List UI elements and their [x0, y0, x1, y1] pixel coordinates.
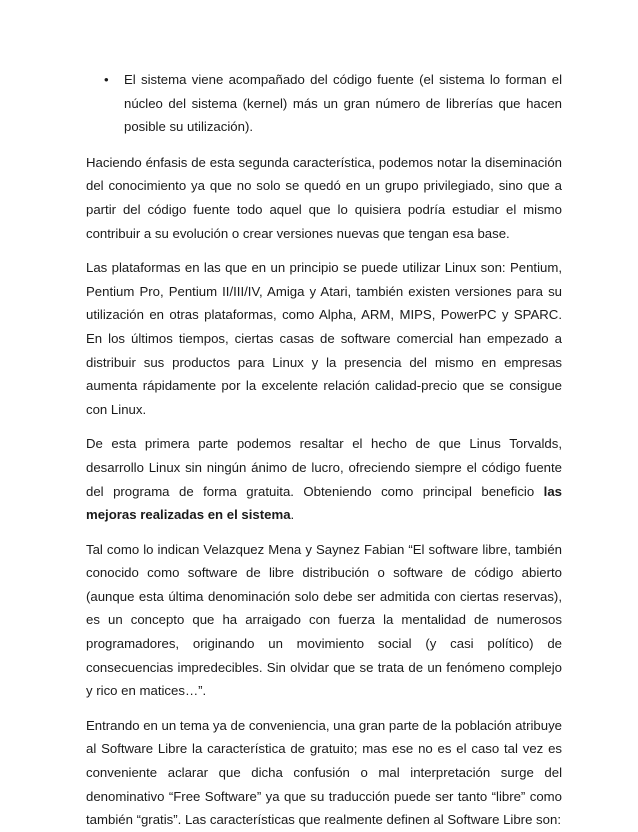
paragraph-4: Tal como lo indican Velazquez Mena y Saynez Fabian “El software libre, también conocido como software de libre distribución o software de código abierto (aunque esta última denominación solo debe ser admitida con ciertas reservas), es un concepto que ha arraigado con fuerza la mentalidad de numerosos programadores, originando un movimiento social (y casi político) de consecuencias impredecibles. Sin olvidar que se trata de un fenómeno complejo y rico en matices…”. [86, 541, 562, 699]
paragraph-3 [86, 432, 562, 526]
bullet-text: El sistema viene acompañado del código fuente (el sistema lo forman el núcleo del sistema (kernel) más un gran número de librerías que hacen posible su utilización). [124, 72, 562, 135]
bullet-icon: • [104, 72, 109, 87]
paragraph-3-lead: De esta primera parte podemos resaltar el hecho de que Linus Torvalds, desarrollo Linux sin ningún ánimo de lucro, ofreciendo siempre el código fuente del programa de forma gratuita. Obteniendo como principal beneficio [86, 436, 562, 499]
paragraph-1: Haciendo énfasis de esta segunda característica, podemos notar la diseminación del conocimiento ya que no solo se quedó en un grupo privilegiado, sino que a partir del código fuente todo aquel que lo quisiera podría estudiar el mismo contribuir a su evolución o crear versiones nuevas que tengan esa base. [86, 154, 562, 241]
paragraph-3-tail: . [290, 507, 295, 523]
paragraph-2: Las plataformas en las que en un principio se puede utilizar Linux son: Pentium, Pentium Pro, Pentium II/III/IV, Amiga y Atari, también existen versiones para su utilización en otras plataformas, como Alpha, ARM, MIPS, PowerPC y SPARC. En los últimos tiempos, ciertas casas de software comercial han empezado a distribuir sus productos para Linux y la presencia del mismo en empresas aumenta rápidamente por la excelente relación calidad-precio que se consigue con Linux. [86, 260, 562, 417]
paragraph-5: Entrando en un tema ya de conveniencia, una gran parte de la población atribuye al Software Libre la característica de gratuito; mas ese no es el caso tal vez es conveniente aclarar que dicha confusión o mal interpretación surge del denominativo “Free Software” ya que su traducción puede ser tanto “libre” como también “gratis”. Las características que realmente definen al Software Libre son: [86, 717, 562, 828]
bullet-list-item [104, 68, 562, 139]
paragraph-3-emphasis: las mejoras realizadas en el sistema [86, 483, 562, 523]
